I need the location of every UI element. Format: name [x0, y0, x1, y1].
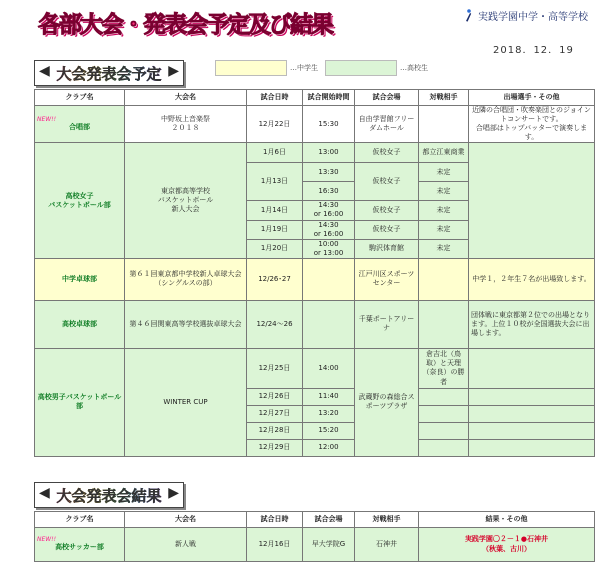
event-cell: WINTER CUP	[125, 348, 247, 456]
club-cell	[35, 300, 125, 348]
time-cell: 14:30 or 16:00	[303, 201, 355, 220]
arrow-right-icon: ▶	[168, 485, 179, 501]
result-score: 実践学園〇２－１●石神井	[464, 535, 549, 544]
venue-cell: 駒沢体育館	[355, 239, 419, 258]
opponent-cell	[419, 106, 469, 143]
arrow-left-icon: ◀	[39, 485, 50, 501]
opponent-cell	[419, 405, 469, 422]
time-cell	[303, 258, 355, 300]
club-cell	[35, 143, 125, 259]
opponent-cell: 都立江東商業	[419, 143, 469, 163]
event-cell: 第４６回関東高等学校選抜卓球大会	[125, 300, 247, 348]
page-title: 各部大会・発表会予定及び結果	[38, 12, 332, 38]
date-cell: 12月28日	[247, 422, 303, 439]
header-opponent: 対戦相手	[419, 90, 469, 106]
legend-senior	[325, 60, 428, 76]
opponent-cell	[419, 258, 469, 300]
header-club: クラブ名	[35, 90, 125, 106]
update-date: 2018．12．19	[493, 45, 574, 56]
time-cell	[303, 300, 355, 348]
time-cell: 13:00	[303, 143, 355, 163]
table-row	[35, 300, 595, 348]
opponent-cell: 石神井	[355, 528, 419, 562]
opponent-cell	[419, 439, 469, 456]
legend-senior-swatch	[325, 60, 397, 76]
table-row	[35, 528, 595, 562]
result-scorers: （秋葉、古川）	[482, 544, 531, 553]
venue-cell: 武蔵野の森総合スポーツプラザ	[355, 348, 419, 456]
event-cell: 第６１回東京都中学校新人卓球大会 （シングルスの部）	[125, 258, 247, 300]
school-logo-icon	[463, 9, 475, 22]
header-venue: 試合会場	[303, 512, 355, 528]
note-cell	[469, 143, 595, 259]
opponent-cell: 倉吉北（鳥取）と天理（奈良）の勝者	[419, 348, 469, 388]
note-cell	[469, 348, 595, 388]
time-cell: 16:30	[303, 182, 355, 201]
note-cell	[469, 405, 595, 422]
header-date: 試合日時	[247, 90, 303, 106]
school-name: 実践学園中学・高等学校	[478, 12, 588, 23]
time-cell: 11:40	[303, 388, 355, 405]
header-venue: 試合会場	[355, 90, 419, 106]
arrow-left-icon: ◀	[39, 63, 50, 79]
date-cell: 12月26日	[247, 388, 303, 405]
header-note: 出場選手・その他	[469, 90, 595, 106]
result-cell	[419, 528, 595, 562]
opponent-cell: 未定	[419, 182, 469, 201]
new-badge: NEW!!	[37, 115, 57, 123]
legend-junior-swatch	[215, 60, 287, 76]
date-cell: 12月16日	[247, 528, 303, 562]
club-name[interactable]: 高校サッカー部	[55, 542, 104, 551]
note-cell: 中学１，２年生７名が出場致します。	[469, 258, 595, 300]
venue-cell: 仮校女子	[355, 143, 419, 163]
club-name[interactable]: 合唱部	[69, 122, 90, 131]
club-name[interactable]: 高校女子 バスケットボール部	[48, 191, 111, 209]
table-row	[35, 258, 595, 300]
time-cell: 10:00 or 13:00	[303, 239, 355, 258]
new-badge: NEW!!	[37, 535, 57, 543]
event-cell: 新人戦	[125, 528, 247, 562]
note-cell	[469, 388, 595, 405]
school-logo[interactable]	[463, 8, 588, 23]
date-cell: 12月25日	[247, 348, 303, 388]
schedule-banner	[34, 60, 184, 86]
legend-junior-label: …中学生	[290, 64, 318, 72]
event-cell: 東京都高等学校 バスケットボール 新人大会	[125, 143, 247, 259]
club-name[interactable]: 高校男子バスケットボール部	[37, 393, 122, 411]
time-cell: 13:30	[303, 163, 355, 182]
time-cell: 14:00	[303, 348, 355, 388]
header-opponent: 対戦相手	[355, 512, 419, 528]
schedule-table	[34, 89, 595, 457]
date-cell: 1月13日	[247, 163, 303, 201]
date-cell: 12月22日	[247, 106, 303, 143]
results-banner-label: 大会発表会結果	[56, 486, 162, 505]
club-cell	[35, 106, 125, 143]
header-club: クラブ名	[35, 512, 125, 528]
header-time: 試合開始時間	[303, 90, 355, 106]
note-cell: 団体戦に東京都第２位での出場となります。上位１０校が全国選抜大会に出場します。	[469, 300, 595, 348]
header-result: 結果・その他	[419, 512, 595, 528]
time-cell: 12:00	[303, 439, 355, 456]
club-name[interactable]: 中学卓球部	[62, 274, 97, 283]
results-header-row	[35, 512, 595, 528]
schedule-header-row	[35, 90, 595, 106]
venue-cell: 早大学院G	[303, 528, 355, 562]
time-cell: 15:30	[303, 106, 355, 143]
schedule-banner-label: 大会発表会予定	[56, 64, 162, 83]
date-cell: 1月6日	[247, 143, 303, 163]
header-event: 大会名	[125, 512, 247, 528]
opponent-cell	[419, 422, 469, 439]
club-cell	[35, 348, 125, 456]
club-name[interactable]: 高校卓球部	[62, 319, 97, 328]
table-row	[35, 106, 595, 143]
event-cell: 中野坂上音楽祭 ２０１８	[125, 106, 247, 143]
venue-cell: 自由学習館フリーダムホール	[355, 106, 419, 143]
venue-cell: 千葉ポートアリーナ	[355, 300, 419, 348]
date-cell: 1月14日	[247, 201, 303, 220]
date-cell: 12/26･27	[247, 258, 303, 300]
results-banner	[34, 482, 184, 508]
time-cell: 13:20	[303, 405, 355, 422]
table-row	[35, 348, 595, 388]
venue-cell: 仮校女子	[355, 201, 419, 220]
date-cell: 12月27日	[247, 405, 303, 422]
legend-junior	[215, 60, 318, 76]
club-cell	[35, 528, 125, 562]
opponent-cell: 未定	[419, 201, 469, 220]
opponent-cell	[419, 388, 469, 405]
opponent-cell	[419, 300, 469, 348]
venue-cell: 仮校女子	[355, 163, 419, 201]
note-cell	[469, 422, 595, 439]
note-cell	[469, 439, 595, 456]
time-cell: 15:20	[303, 422, 355, 439]
arrow-right-icon: ▶	[168, 63, 179, 79]
results-table	[34, 511, 595, 562]
note-cell: 近隣の合唱団・吹奏楽団とのジョイントコンサートです。 合唱部はトップバッターで演奏します。	[469, 106, 595, 143]
club-cell	[35, 258, 125, 300]
date-cell: 1月20日	[247, 239, 303, 258]
time-cell: 14:30 or 16:00	[303, 220, 355, 239]
date-cell: 12/24～26	[247, 300, 303, 348]
opponent-cell: 未定	[419, 220, 469, 239]
venue-cell: 仮校女子	[355, 220, 419, 239]
date-cell: 12月29日	[247, 439, 303, 456]
header-date: 試合日時	[247, 512, 303, 528]
header-event: 大会名	[125, 90, 247, 106]
table-row	[35, 143, 595, 163]
date-cell: 1月19日	[247, 220, 303, 239]
legend-senior-label: …高校生	[400, 64, 428, 72]
opponent-cell: 未定	[419, 163, 469, 182]
venue-cell: 江戸川区スポーツセンター	[355, 258, 419, 300]
opponent-cell: 未定	[419, 239, 469, 258]
